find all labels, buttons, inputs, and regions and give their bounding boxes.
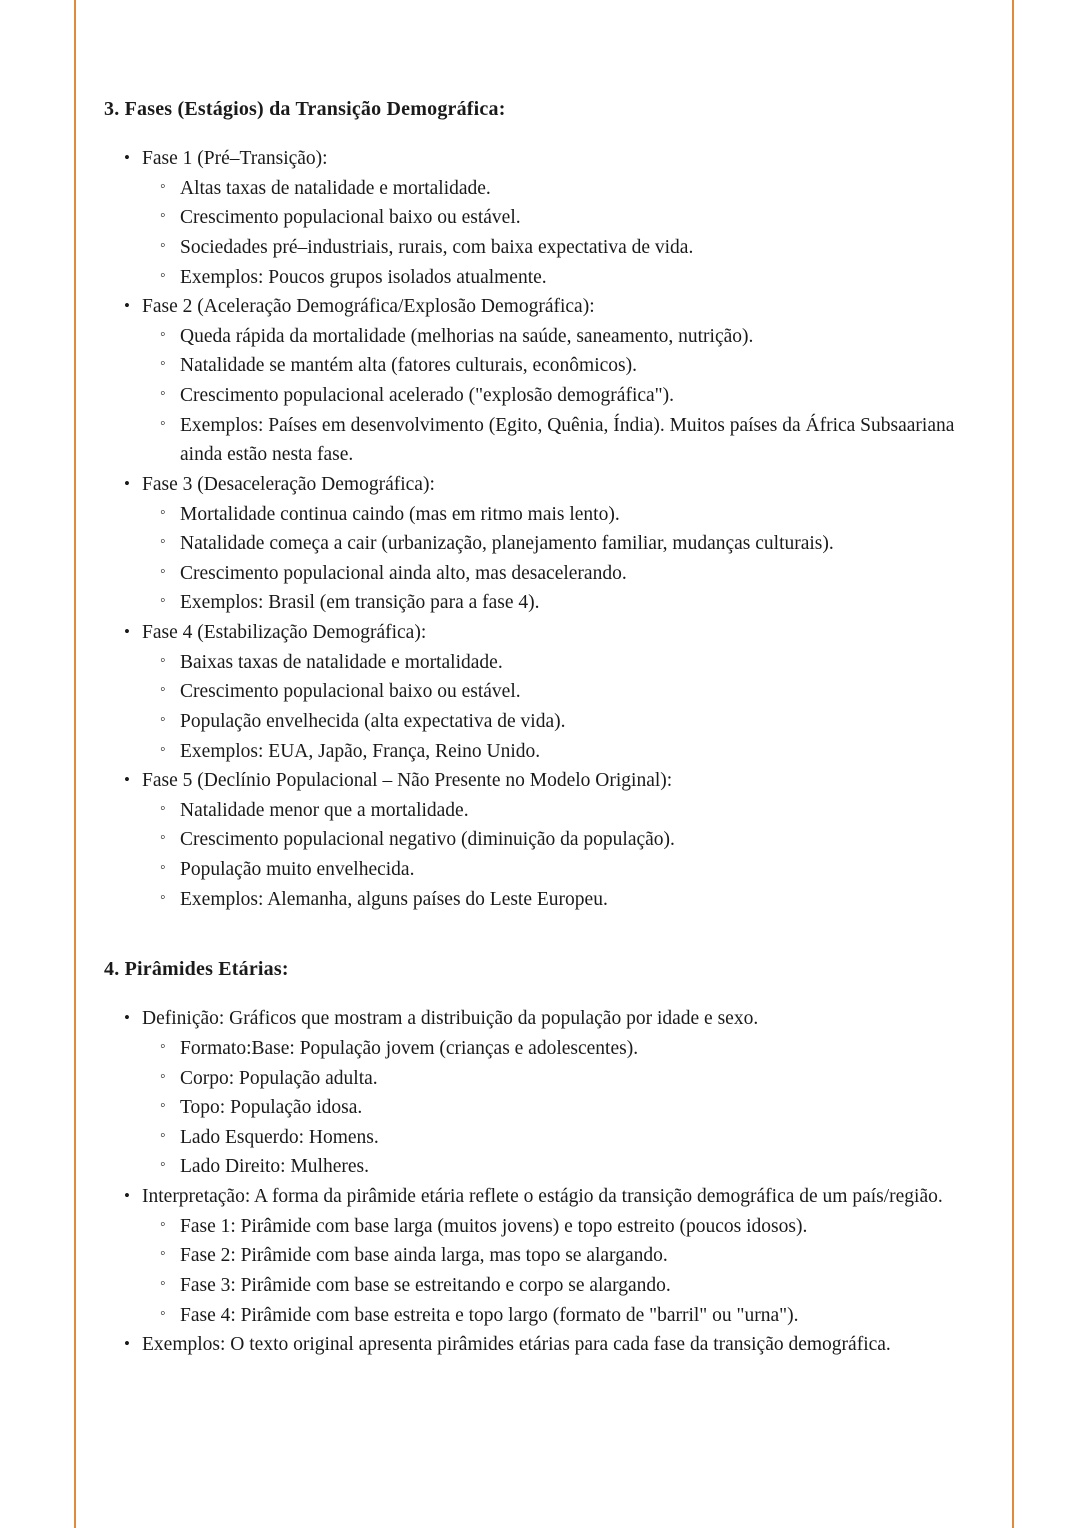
right-margin-rule xyxy=(1012,0,1014,1528)
list-item xyxy=(142,1241,976,1271)
list-item-label: ◦ Baixas taxas de natalidade e mortalidade. xyxy=(180,651,503,673)
list-item-label: ◦ Fase 3: Pirâmide com base se estreitando e corpo se alargando. xyxy=(180,1274,671,1296)
list-item xyxy=(142,559,976,589)
list-item-label: ◦ Queda rápida da mortalidade (melhorias na saúde, saneamento, nutrição). xyxy=(180,325,754,347)
list-item-label: ◦ Topo: População idosa. xyxy=(180,1097,363,1119)
list-item-label: • Fase 1 (Pré–Transição): xyxy=(142,148,328,169)
list-item xyxy=(142,1301,976,1331)
list-fases xyxy=(104,144,976,914)
list-item xyxy=(142,1271,976,1301)
list-item xyxy=(142,1093,976,1123)
list-item-label: ◦ Fase 4: Pirâmide com base estreita e topo largo (formato de "barril" ou "urna"). xyxy=(180,1304,799,1326)
list-item xyxy=(142,411,976,470)
list-item xyxy=(142,500,976,530)
list-item xyxy=(142,1034,976,1064)
list-item xyxy=(142,855,976,885)
list-item xyxy=(142,796,976,826)
section-title-fases: 3. Fases (Estágios) da Transição Demográfica: xyxy=(104,98,506,120)
list-item xyxy=(104,1182,976,1330)
list-item-label: ◦ População envelhecida (alta expectativa de vida). xyxy=(180,710,566,732)
list-item xyxy=(142,1064,976,1094)
list-item xyxy=(104,618,976,766)
list-item-label: ◦ Corpo: População adulta. xyxy=(180,1067,378,1089)
list-item-label: ◦ Exemplos: Países em desenvolvimento (Egito, Quênia, Índia). Muitos países da África Subsaariana ainda estão nesta fase. xyxy=(180,414,955,466)
sublist xyxy=(142,500,976,619)
list-item xyxy=(142,529,976,559)
list-item-label: • Definição: Gráficos que mostram a distribuição da população por idade e sexo. xyxy=(142,1008,759,1030)
sublist xyxy=(142,796,976,915)
section-title-piramides: 4. Pirâmides Etárias: xyxy=(104,958,289,981)
sublist xyxy=(142,648,976,767)
list-item xyxy=(142,588,976,618)
list-item xyxy=(142,203,976,233)
document-content xyxy=(104,96,976,1360)
list-item xyxy=(142,1152,976,1182)
list-item-label: ◦ Crescimento populacional ainda alto, mas desacelerando. xyxy=(180,562,627,584)
list-item-label: ◦ Mortalidade continua caindo (mas em ritmo mais lento). xyxy=(180,503,620,525)
list-item xyxy=(142,1123,976,1153)
list-item-label: ◦ Exemplos: Poucos grupos isolados atualmente. xyxy=(180,266,547,288)
list-item-label: • Fase 4 (Estabilização Demográfica): xyxy=(142,622,427,643)
list-item-label: • Interpretação: A forma da pirâmide etária reflete o estágio da transição demográfica de um país/região. xyxy=(142,1186,943,1207)
list-item-label: ◦ Crescimento populacional acelerado ("explosão demográfica"). xyxy=(180,385,675,406)
sublist xyxy=(142,322,976,470)
list-item-label: • Fase 3 (Desaceleração Demográfica): xyxy=(142,473,435,495)
list-item xyxy=(142,885,976,915)
list-item-label: ◦ Fase 2: Pirâmide com base ainda larga, mas topo se alargando. xyxy=(180,1245,668,1267)
list-item xyxy=(104,144,976,292)
list-item-label: ◦ Lado Esquerdo: Homens. xyxy=(180,1126,379,1148)
list-item-label: ◦ Fase 1: Pirâmide com base larga (muitos jovens) e topo estreito (poucos idosos). xyxy=(180,1215,808,1237)
list-item xyxy=(104,292,976,470)
list-item-label: ◦ Exemplos: Alemanha, alguns países do Leste Europeu. xyxy=(180,888,608,910)
list-item-label: ◦ Formato:Base: População jovem (crianças e adolescentes). xyxy=(180,1037,639,1059)
list-item-label: ◦ Natalidade se mantém alta (fatores culturais, econômicos). xyxy=(180,355,637,377)
list-item xyxy=(104,766,976,914)
left-margin-rule xyxy=(74,0,76,1528)
list-item-label: • Exemplos: O texto original apresenta pirâmides etárias para cada fase da transição demográfica. xyxy=(142,1334,891,1356)
list-item-label: ◦ Sociedades pré–industriais, rurais, com baixa expectativa de vida. xyxy=(180,236,694,258)
list-piramides xyxy=(104,1004,976,1360)
list-item-label: ◦ Exemplos: Brasil (em transição para a fase 4). xyxy=(180,592,540,614)
list-item xyxy=(142,737,976,767)
sublist xyxy=(142,1212,976,1331)
sublist xyxy=(142,1034,976,1182)
list-item-label: • Fase 2 (Aceleração Demográfica/Explosão Demográfica): xyxy=(142,296,595,318)
list-item-label: ◦ Crescimento populacional baixo ou estável. xyxy=(180,681,521,703)
list-item-label: ◦ Crescimento populacional baixo ou estável. xyxy=(180,207,521,229)
list-item-label: ◦ Exemplos: EUA, Japão, França, Reino Unido. xyxy=(180,740,541,762)
list-item xyxy=(142,707,976,737)
list-item-label: ◦ Natalidade menor que a mortalidade. xyxy=(180,799,469,821)
list-item xyxy=(142,381,976,411)
list-item xyxy=(142,351,976,381)
list-item xyxy=(142,1212,976,1242)
list-item xyxy=(142,174,976,204)
list-item xyxy=(104,1330,976,1360)
list-item-label: ◦ Crescimento populacional negativo (diminuição da população). xyxy=(180,829,675,851)
list-item-label: ◦ População muito envelhecida. xyxy=(180,859,415,880)
list-item-label: ◦ Lado Direito: Mulheres. xyxy=(180,1156,369,1178)
list-item xyxy=(104,1004,976,1182)
list-item xyxy=(142,233,976,263)
list-item xyxy=(142,263,976,293)
list-item xyxy=(142,825,976,855)
list-item xyxy=(142,648,976,678)
list-item-label: • Fase 5 (Declínio Populacional – Não Presente no Modelo Original): xyxy=(142,770,673,792)
list-item xyxy=(142,677,976,707)
list-item xyxy=(142,322,976,352)
list-item-label: ◦ Altas taxas de natalidade e mortalidade. xyxy=(180,177,491,199)
sublist xyxy=(142,174,976,293)
list-item-label: ◦ Natalidade começa a cair (urbanização, planejamento familiar, mudanças culturais). xyxy=(180,533,834,555)
list-item xyxy=(104,470,976,618)
